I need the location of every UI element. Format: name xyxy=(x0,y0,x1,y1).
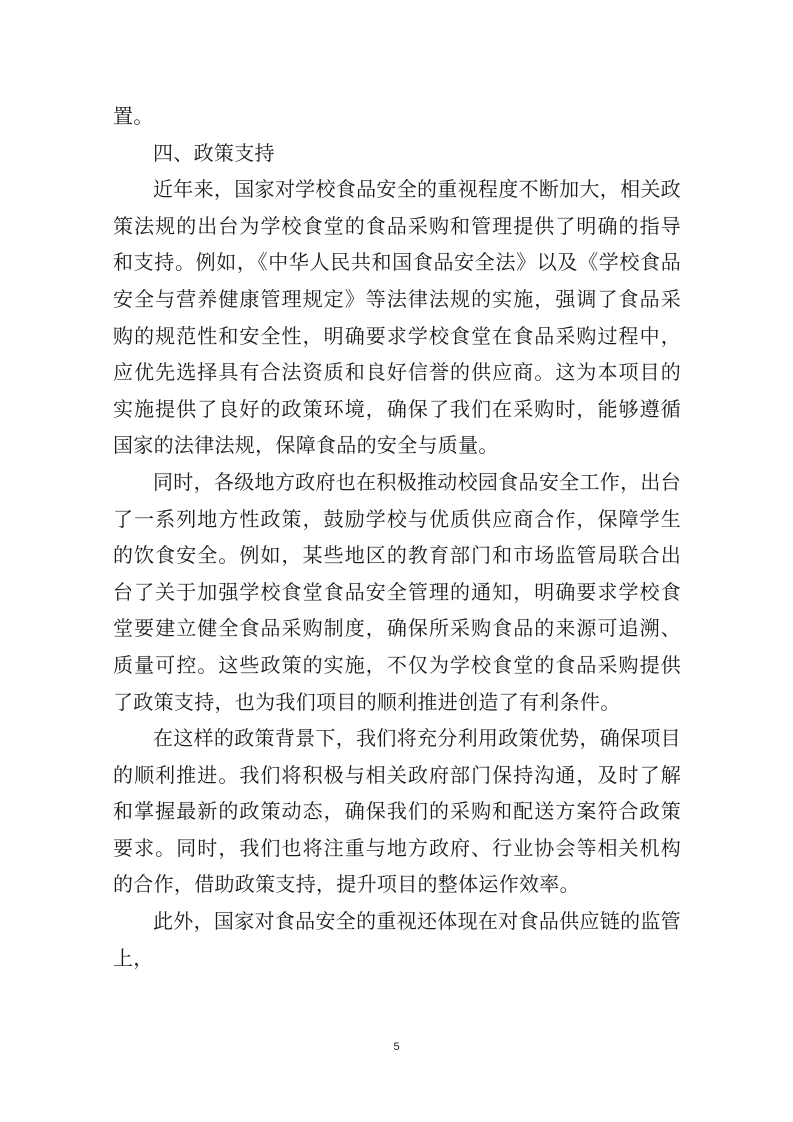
section-heading: 四、政策支持 xyxy=(153,140,275,165)
paragraph: 近年来，国家对学校食品安全的重视程度不断加大，相关政策法规的出台为学校食堂的食品采购和管理提供了明确的指导和支持。例如，《中华人民共和国食品安全法》以及《学校食品安全与营养健康管理规定》等法律法规的实施，强调了食品采购的规范性和安全性，明确要求学校食堂在食品采购过程中，应优先选择具有合法资质和良好信誉的供应商。这为本项目的实施提供了良好的政策环境，确保了我们在采购时，能够遵循国家的法律法规，保障食品的安全与质量。 xyxy=(113,177,681,458)
paragraph: 在这样的政策背景下，我们将充分利用政策优势，确保项目的顺利推进。我们将积极与相关政府部门保持沟通，及时了解和掌握最新的政策动态，确保我们的采购和配送方案符合政策要求。同时，我们也将注重与地方政府、行业协会等相关机构的合作，借助政策支持，提升项目的整体运作效率。 xyxy=(113,726,681,897)
paragraph: 同时，各级地方政府也在积极推动校园食品安全工作，出台了一系列地方性政策，鼓励学校与优质供应商合作，保障学生的饮食安全。例如，某些地区的教育部门和市场监管局联合出台了关于加强学校食堂食品安全管理的通知，明确要求学校食堂要建立健全食品采购制度，确保所采购食品的来源可追溯、质量可控。这些政策的实施，不仅为学校食堂的食品采购提供了政策支持，也为我们项目的顺利推进创造了有利条件。 xyxy=(113,469,681,714)
document-body xyxy=(113,98,681,976)
paragraph: 此外，国家对食品安全的重视还体现在对食品供应链的监管上， xyxy=(113,909,681,970)
paragraph-continuation: 置。 xyxy=(113,104,154,128)
page-number: 5 xyxy=(393,1041,400,1053)
